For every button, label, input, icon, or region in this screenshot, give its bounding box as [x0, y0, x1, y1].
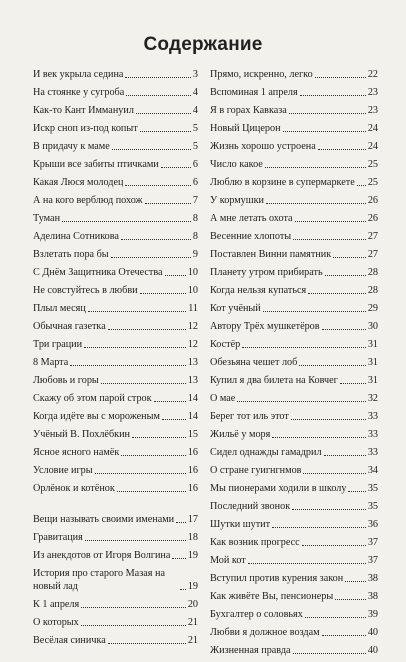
toc-entry-title: Мой кот: [210, 555, 246, 566]
toc-entry-title: Гравитация: [33, 532, 83, 543]
toc-entry-page-number: 40: [367, 645, 378, 656]
dot-leader: [289, 113, 366, 114]
dot-leader: [126, 95, 191, 96]
dot-leader: [81, 607, 186, 608]
toc-entry: [210, 122, 378, 135]
toc-entry-title: Поставлен Винни памятник: [210, 249, 332, 260]
page-title: Содержание: [143, 34, 263, 55]
toc-entry-page-number: 33: [367, 447, 378, 458]
toc-entry-title: И век укрыла седина: [33, 69, 124, 80]
toc-entry-page-number: 24: [367, 141, 378, 152]
toc-entry-title: Три грации: [33, 339, 83, 350]
dot-leader: [315, 77, 366, 78]
toc-entry-title: Орлёнок и котёнок: [33, 483, 115, 494]
toc-entry: [210, 626, 378, 639]
dot-leader: [333, 257, 366, 258]
toc-entry-page-number: 9: [192, 249, 198, 260]
toc-entry-page-number: 5: [192, 141, 198, 152]
toc-entry-title: О которых: [33, 617, 79, 628]
toc-entry-page-number: 24: [367, 123, 378, 134]
toc-entry-title: Планету утром прибирать: [210, 267, 323, 278]
toc-entry: [210, 284, 378, 297]
toc-entry-title: Число какое: [210, 159, 263, 170]
dot-leader: [305, 617, 366, 618]
toc-entry-page-number: 28: [367, 267, 378, 278]
toc-entry: [33, 549, 198, 562]
toc-entry-page-number: 38: [367, 591, 378, 602]
toc-entry-page-number: 19: [187, 550, 198, 561]
toc-entry-page-number: 30: [367, 321, 378, 332]
toc-entry: [210, 518, 378, 531]
toc-entry-page-number: 17: [187, 514, 198, 525]
toc-entry: [210, 140, 378, 153]
toc-entry-title: Последний звонок: [210, 501, 291, 512]
toc-entry: [33, 122, 198, 135]
toc-entry-title: Плыл месяц: [33, 303, 86, 314]
dot-leader: [308, 293, 366, 294]
dot-leader: [154, 401, 186, 402]
dot-leader: [283, 131, 366, 132]
toc-entry-page-number: 6: [192, 177, 198, 188]
dot-leader: [162, 419, 186, 420]
toc-entry: [33, 374, 198, 387]
dot-leader: [140, 131, 191, 132]
toc-entry-title: Люблю в корзине в супермаркете: [210, 177, 355, 188]
toc-entry-page-number: 19: [187, 581, 198, 592]
dot-leader: [303, 473, 365, 474]
toc-entry-title: Новый Цицерон: [210, 123, 281, 134]
toc-entry-title: Костёр: [210, 339, 241, 350]
toc-entry: [210, 68, 378, 81]
toc-entry: [33, 356, 198, 369]
toc-entry-title: Когда нельзя купаться: [210, 285, 307, 296]
toc-entry-page-number: 4: [192, 105, 198, 116]
toc-entry: [210, 590, 378, 603]
toc-entry-title: О мае: [210, 393, 236, 404]
toc-entry-page-number: 37: [367, 537, 378, 548]
toc-entry-title: Я в горах Кавказа: [210, 105, 287, 116]
toc-entry: [33, 194, 198, 207]
toc-entry-title: А на кого верблюд похож: [33, 195, 143, 206]
toc-entry-title: Шутки шутит: [210, 519, 271, 530]
toc-entry-page-number: 10: [187, 267, 198, 278]
toc-entry-title: Скажу об этом парой строк: [33, 393, 152, 404]
toc-entry: [33, 230, 198, 243]
toc-entry: [33, 176, 198, 189]
toc-entry-title: Из анекдотов от Игоря Волгина: [33, 550, 171, 561]
toc-entry-page-number: 18: [187, 532, 198, 543]
toc-entry-title: С Днём Защитника Отечества: [33, 267, 163, 278]
toc-entry-title: История про старого Мазая на новый лад: [33, 568, 165, 592]
toc-entry-title: Бухгалтер о соловьях: [210, 609, 303, 620]
toc-entry: [33, 140, 198, 153]
dot-leader: [293, 239, 366, 240]
toc-entry: [33, 482, 198, 495]
toc-entry-title: В придачу к маме: [33, 141, 110, 152]
toc-entry-page-number: 20: [187, 599, 198, 610]
dot-leader: [335, 599, 366, 600]
toc-entry-title: Жизненная правда: [210, 645, 291, 656]
toc-entry-page-number: 25: [367, 159, 378, 170]
dot-leader: [322, 329, 366, 330]
toc-entry: [210, 176, 378, 189]
toc-entry-title: Жильё у моря: [210, 429, 271, 440]
toc-entry-page-number: 33: [367, 429, 378, 440]
toc-entry-title: Как живёте Вы, пенсионеры: [210, 591, 334, 602]
toc-entry-page-number: 26: [367, 195, 378, 206]
toc-entry: [33, 266, 198, 279]
dot-leader: [117, 491, 186, 492]
dot-leader: [172, 558, 185, 559]
toc-entry-title: Вспоминая 1 апреля: [210, 87, 298, 98]
toc-entry-page-number: 6: [192, 159, 198, 170]
dot-leader: [340, 383, 366, 384]
dot-leader: [237, 401, 365, 402]
toc-entry: [33, 248, 198, 261]
toc-entry: [33, 446, 198, 459]
toc-entry-page-number: 26: [367, 213, 378, 224]
toc-entry-page-number: 33: [367, 411, 378, 422]
toc-entry-page-number: 12: [187, 321, 198, 332]
toc-entry: [210, 86, 378, 99]
dot-leader: [85, 540, 186, 541]
toc-entry-page-number: 3: [192, 69, 198, 80]
toc-entry-title: Жизнь хорошо устроена: [210, 141, 316, 152]
toc-entry-title: Автору Трёх мушкетёров: [210, 321, 320, 332]
toc-entry-title: Любви я должное воздам: [210, 627, 320, 638]
dot-leader: [108, 329, 186, 330]
toc-entry: [210, 320, 378, 333]
toc-right-column: [210, 68, 378, 662]
dot-leader: [145, 203, 191, 204]
dot-leader: [81, 625, 186, 626]
toc-entry: [210, 482, 378, 495]
toc-entry-title: Обезьяна чешет лоб: [210, 357, 298, 368]
toc-left-column: [33, 68, 198, 652]
toc-entry-title: Как возник прогресс: [210, 537, 300, 548]
toc-entry: [210, 392, 378, 405]
toc-entry-page-number: 21: [187, 617, 198, 628]
toc-entry-title: А мне летать охота: [210, 213, 293, 224]
toc-entry-page-number: 16: [187, 447, 198, 458]
toc-entry-title: Любовь и горы: [33, 375, 99, 386]
dot-leader: [265, 167, 366, 168]
toc-entry-page-number: 27: [367, 249, 378, 260]
dot-leader: [176, 522, 186, 523]
dot-leader: [293, 653, 366, 654]
dot-leader: [325, 275, 366, 276]
toc-entry-title: Прямо, искренно, легко: [210, 69, 313, 80]
dot-leader: [291, 419, 366, 420]
toc-entry: [210, 194, 378, 207]
toc-entry-page-number: 31: [367, 339, 378, 350]
toc-entry-title: Кот учёный: [210, 303, 261, 314]
toc-entry-page-number: 16: [187, 465, 198, 476]
dot-leader: [300, 95, 366, 96]
toc-entry-page-number: 23: [367, 87, 378, 98]
toc-entry-page-number: 23: [367, 105, 378, 116]
toc-entry: [33, 500, 198, 526]
toc-entry-title: Крыши все забиты птичками: [33, 159, 159, 170]
dot-leader: [161, 167, 191, 168]
toc-entry-page-number: 8: [192, 231, 198, 242]
toc-entry: [210, 644, 378, 657]
toc-entry-title: К 1 апреля: [33, 599, 80, 610]
toc-entry-title: Взлетать пора бы: [33, 249, 109, 260]
toc-entry-page-number: 32: [367, 393, 378, 404]
toc-entry-title: О стране гуигнгнмов: [210, 465, 302, 476]
dot-leader: [345, 581, 366, 582]
toc-entry: [210, 302, 378, 315]
toc-entry-title: Обычная газетка: [33, 321, 106, 332]
toc-entry-title: Как-то Кант Иммануил: [33, 105, 134, 116]
toc-entry-page-number: 12: [187, 339, 198, 350]
dot-leader: [125, 77, 190, 78]
dot-leader: [140, 293, 186, 294]
toc-entry: [33, 567, 198, 593]
toc-entry-title: Учёный В. Похлёбкин: [33, 429, 130, 440]
toc-entry-title: Купил я два билета на Ковчег: [210, 375, 338, 386]
toc-entry-page-number: 21: [187, 635, 198, 646]
toc-entry-page-number: 15: [187, 429, 198, 440]
toc-entry: [210, 266, 378, 279]
toc-entry-page-number: 29: [367, 303, 378, 314]
toc-entry: [210, 608, 378, 621]
dot-leader: [112, 149, 191, 150]
toc-entry-title: 8 Марта: [33, 357, 69, 368]
dot-leader: [302, 545, 366, 546]
toc-entry-title: Весёлая синичка: [33, 635, 106, 646]
toc-entry: [33, 428, 198, 441]
toc-entry: [33, 392, 198, 405]
toc-entry: [33, 284, 198, 297]
toc-entry-page-number: 27: [367, 231, 378, 242]
toc-entry-title: Вещи называть своими именами: [33, 514, 175, 525]
toc-entry: [210, 464, 378, 477]
toc-entry-page-number: 40: [367, 627, 378, 638]
dot-leader: [125, 185, 190, 186]
dot-leader: [95, 473, 186, 474]
dot-leader: [272, 527, 366, 528]
toc-entry-page-number: 38: [367, 573, 378, 584]
toc-entry: [210, 428, 378, 441]
dot-leader: [318, 149, 366, 150]
toc-entry-page-number: 14: [187, 393, 198, 404]
dot-leader: [295, 221, 366, 222]
dot-leader: [121, 455, 186, 456]
toc-entry: [33, 616, 198, 629]
toc-entry: [210, 104, 378, 117]
dot-leader: [299, 365, 366, 366]
dot-leader: [121, 239, 191, 240]
toc-entry-page-number: 37: [367, 555, 378, 566]
dot-leader: [108, 643, 186, 644]
toc-entry: [210, 338, 378, 351]
toc-entry: [33, 86, 198, 99]
toc-entry: [210, 230, 378, 243]
toc-entry-title: Ясное ясного намёк: [33, 447, 120, 458]
toc-entry: [33, 464, 198, 477]
toc-entry: [210, 248, 378, 261]
dot-leader: [242, 347, 366, 348]
toc-entry-title: Условие игры: [33, 465, 93, 476]
toc-entry-page-number: 39: [367, 609, 378, 620]
dot-leader: [101, 383, 186, 384]
dot-leader: [62, 221, 191, 222]
toc-entry-page-number: 36: [367, 519, 378, 530]
toc-entry-page-number: 13: [187, 375, 198, 386]
dot-leader: [322, 635, 366, 636]
dot-leader: [357, 185, 366, 186]
toc-entry-title: Берег тот иль этот: [210, 411, 289, 422]
dot-leader: [348, 491, 365, 492]
toc-entry: [33, 531, 198, 544]
toc-entry-title: Когда идёте вы с мороженым: [33, 411, 160, 422]
toc-entry-title: Мы пионерами ходили в школу: [210, 483, 347, 494]
toc-entry-title: Вступил против курения закон: [210, 573, 344, 584]
toc-entry: [33, 302, 198, 315]
toc-entry-title: На стоянке у сугроба: [33, 87, 125, 98]
toc-entry-title: Не совстуйтесь в любви: [33, 285, 138, 296]
dot-leader: [88, 311, 186, 312]
dot-leader: [132, 437, 186, 438]
toc-entry: [210, 158, 378, 171]
toc-entry-title: Весенние хлопоты: [210, 231, 292, 242]
toc-entry-page-number: 4: [192, 87, 198, 98]
toc-entry: [210, 356, 378, 369]
toc-entry: [33, 158, 198, 171]
toc-entry: [33, 212, 198, 225]
toc-entry-page-number: 28: [367, 285, 378, 296]
toc-entry-page-number: 14: [187, 411, 198, 422]
toc-entry: [210, 446, 378, 459]
toc-entry: [33, 598, 198, 611]
toc-entry-title: Туман: [33, 213, 61, 224]
toc-entry: [210, 500, 378, 513]
toc-entry-page-number: 5: [192, 123, 198, 134]
toc-entry: [33, 68, 198, 81]
toc-entry-title: У кормушки: [210, 195, 265, 206]
toc-entry: [210, 572, 378, 585]
toc-entry-page-number: 8: [192, 213, 198, 224]
toc-entry: [210, 410, 378, 423]
toc-entry-page-number: 7: [192, 195, 198, 206]
dot-leader: [248, 563, 366, 564]
toc-entry: [33, 338, 198, 351]
toc-entry-page-number: 34: [367, 465, 378, 476]
toc-entry-page-number: 13: [187, 357, 198, 368]
toc-entry-title: Сидел однажды гамадрил: [210, 447, 322, 458]
dot-leader: [292, 509, 366, 510]
toc-entry-page-number: 11: [188, 303, 198, 314]
toc-entry: [33, 320, 198, 333]
toc-entry: [33, 634, 198, 647]
toc-entry-page-number: 35: [367, 483, 378, 494]
toc-entry-page-number: 16: [187, 483, 198, 494]
toc-entry-page-number: 35: [367, 501, 378, 512]
dot-leader: [70, 365, 186, 366]
toc-entry-page-number: 10: [187, 285, 198, 296]
dot-leader: [266, 203, 366, 204]
dot-leader: [136, 113, 191, 114]
toc-entry-title: Искр сноп из-под копыт: [33, 123, 138, 134]
dot-leader: [263, 311, 366, 312]
toc-entry-title: Аделина Сотникова: [33, 231, 119, 242]
toc-entry-page-number: 31: [367, 357, 378, 368]
dot-leader: [272, 437, 365, 438]
dot-leader: [111, 257, 191, 258]
dot-leader: [165, 275, 186, 276]
toc-entry: [210, 374, 378, 387]
dot-leader: [84, 347, 186, 348]
toc-entry-page-number: 31: [367, 375, 378, 386]
toc-entry: [210, 536, 378, 549]
toc-entry: [33, 104, 198, 117]
toc-entry-page-number: 22: [367, 69, 378, 80]
toc-entry: [210, 212, 378, 225]
toc-entry: [210, 554, 378, 567]
toc-entry-title: Какая Люся молодец: [33, 177, 124, 188]
toc-entry-page-number: 25: [367, 177, 378, 188]
dot-leader: [324, 455, 366, 456]
toc-entry: [33, 410, 198, 423]
